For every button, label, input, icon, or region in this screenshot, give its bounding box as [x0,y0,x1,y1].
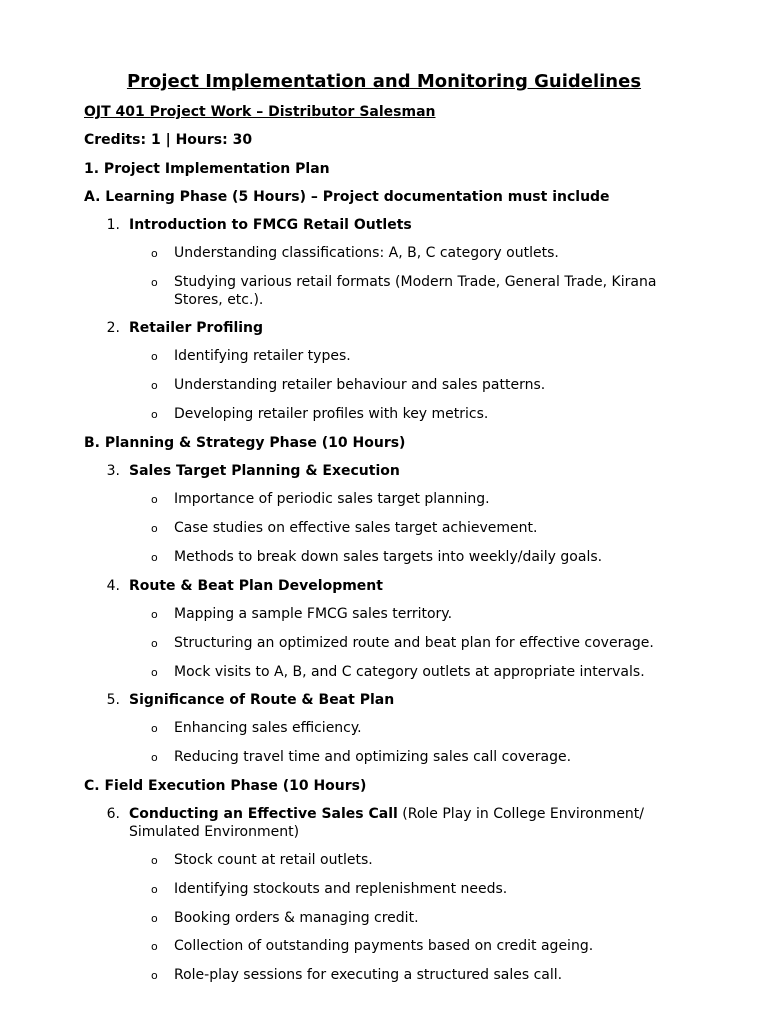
bullet-marker: o [151,493,158,506]
list-item: Studying various retail formats (Modern Trade, General Trade, Kirana Stores, etc.). [174,274,657,308]
list-item: Mapping a sample FMCG sales territory. [174,606,453,622]
bullet-marker: o [151,247,158,260]
bullet-marker: o [151,912,158,925]
item-title-with-note [129,805,649,841]
list-item: Reducing travel time and optimizing sales call coverage. [174,749,572,765]
section-heading: 1. Project Implementation Plan [84,161,330,177]
phase-a-heading: A. Learning Phase (5 Hours) – Project documentation must include [84,189,610,205]
bullet-marker: o [151,350,158,363]
list-item: Methods to break down sales targets into weekly/daily goals. [174,549,603,565]
bullet-marker: o [151,883,158,896]
item-number: 1. [106,217,120,233]
item-title: Retailer Profiling [129,320,264,336]
bullet-marker: o [151,666,158,679]
item-title: Route & Beat Plan Development [129,578,383,594]
bullet-marker: o [151,751,158,764]
list-item: Understanding classifications: A, B, C category outlets. [174,245,559,261]
list-item: Developing retailer profiles with key metrics. [174,406,489,422]
bullet-marker: o [151,940,158,953]
bullet-marker: o [151,854,158,867]
bullet-marker: o [151,276,158,289]
item-title: Sales Target Planning & Execution [129,463,400,479]
list-item: Enhancing sales efficiency. [174,720,362,736]
bullet-marker: o [151,722,158,735]
bullet-marker: o [151,969,158,982]
item-title: Significance of Route & Beat Plan [129,692,395,708]
bullet-marker: o [151,637,158,650]
phase-b-heading: B. Planning & Strategy Phase (10 Hours) [84,435,406,451]
list-item: Collection of outstanding payments based on credit ageing. [174,938,594,954]
document-title: Project Implementation and Monitoring Guidelines [126,71,642,92]
item-number: 5. [106,692,120,708]
item-number: 6. [106,806,120,822]
list-item: Role-play sessions for executing a structured sales call. [174,967,563,983]
item-title: Introduction to FMCG Retail Outlets [129,217,412,233]
list-item: Understanding retailer behaviour and sales patterns. [174,377,546,393]
phase-c-heading: C. Field Execution Phase (10 Hours) [84,778,367,794]
list-item: Structuring an optimized route and beat plan for effective coverage. [174,635,654,651]
list-item: Booking orders & managing credit. [174,910,419,926]
bullet-marker: o [151,522,158,535]
bullet-marker: o [151,408,158,421]
bullet-marker: o [151,551,158,564]
item-number: 4. [106,578,120,594]
document-subtitle: OJT 401 Project Work – Distributor Salesman [84,104,436,120]
list-item: Importance of periodic sales target planning. [174,491,490,507]
bullet-marker: o [151,608,158,621]
list-item: Stock count at retail outlets. [174,852,373,868]
credits-line: Credits: 1 | Hours: 30 [84,132,253,148]
item-number: 2. [106,320,120,336]
item-title: Conducting an Effective Sales Call [129,806,398,822]
list-item: Identifying stockouts and replenishment needs. [174,881,508,897]
list-item: Identifying retailer types. [174,348,351,364]
item-number: 3. [106,463,120,479]
list-item: Case studies on effective sales target achievement. [174,520,538,536]
bullet-marker: o [151,379,158,392]
list-item: Mock visits to A, B, and C category outlets at appropriate intervals. [174,664,645,680]
item-note: (Role Play in College Environment/ Simulated Environment) [129,806,645,840]
